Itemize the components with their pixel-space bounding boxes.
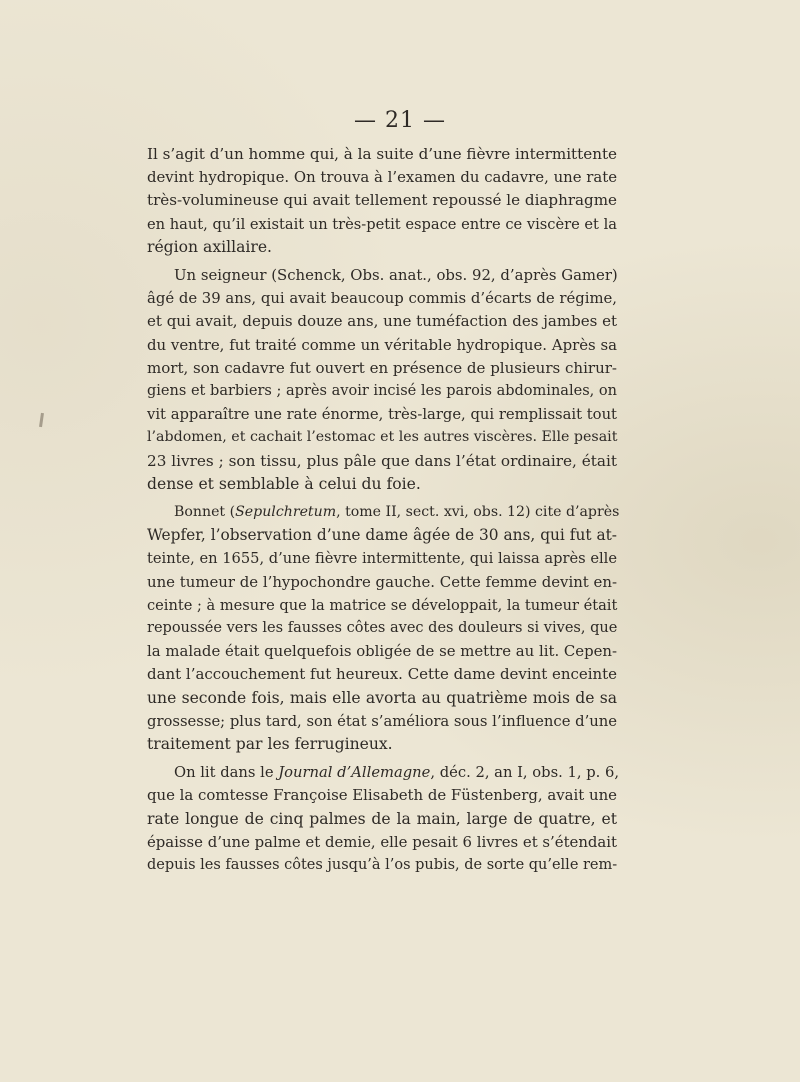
italic-title: Journal d’Allemagne bbox=[278, 764, 431, 782]
body-text bbox=[147, 143, 620, 882]
text-line: très-volumineuse qui avait tellement repoussé le diaphragme bbox=[147, 191, 617, 210]
text-line: une seconde fois, mais elle avorta au quatrième mois de sa bbox=[147, 688, 617, 707]
margin-mark bbox=[39, 413, 44, 427]
text-line: et qui avait, depuis douze ans, une tuméfaction des jambes et bbox=[147, 312, 617, 331]
text-line: grossesse; plus tard, son état s’améliora sous l’influence d’une bbox=[147, 712, 618, 730]
paragraph-2 bbox=[147, 264, 617, 496]
text-line: Un seigneur (Schenck, Obs. anat., obs. 92, d’après Gamer) bbox=[174, 266, 618, 285]
text-line: ceinte ; à mesure que la matrice se développait, la tumeur était bbox=[147, 596, 618, 614]
text-line: une tumeur de l’hypochondre gauche. Cette femme devint en- bbox=[147, 572, 617, 591]
text-line: la malade était quelquefois obligée de se mettre au lit. Cepen- bbox=[147, 642, 617, 661]
text-line: repoussée vers les fausses côtes avec des douleurs si vives, que bbox=[147, 620, 618, 637]
text-line: On lit dans le Journal d’Allemagne, déc. 2, an I, obs. 1, p. 6, bbox=[174, 764, 620, 782]
text-line: Bonnet (Sepulchretum, tome II, sect. xvi, obs. 12) cite d’après bbox=[174, 504, 620, 521]
text-line: teinte, en 1655, d’une fièvre intermittente, qui laissa après elle bbox=[147, 550, 617, 568]
text-line: du ventre, fut traité comme un véritable hydropique. Après sa bbox=[147, 335, 617, 354]
paragraph-4 bbox=[147, 761, 620, 877]
text-line: en haut, qu’il existait un très-petit espace entre ce viscère et la bbox=[147, 215, 617, 233]
text-line: traitement par les ferrugineux. bbox=[147, 735, 393, 754]
text-line: devint hydropique. On trouva à l’examen du cadavre, une rate bbox=[147, 168, 617, 187]
text-line: rate longue de cinq palmes de la main, large de quatre, et bbox=[147, 809, 617, 828]
text-line: l’abdomen, et cachait l’estomac et les autres viscères. Elle pesait bbox=[147, 429, 618, 446]
page-number: — 21 — bbox=[354, 108, 446, 133]
text-line: dense et semblable à celui du foie. bbox=[147, 474, 421, 493]
text-line: épaisse d’une palme et demie, elle pesait 6 livres et s’étendait bbox=[147, 832, 617, 851]
paragraph-1 bbox=[147, 143, 617, 259]
text-line: région axillaire. bbox=[147, 237, 273, 256]
text-line: âgé de 39 ans, qui avait beaucoup commis d’écarts de régime, bbox=[147, 290, 617, 308]
text-line: 23 livres ; son tissu, plus pâle que dans l’état ordinaire, était bbox=[147, 451, 617, 470]
italic-title: Sepulchretum bbox=[235, 504, 337, 521]
text-line: dant l’accouchement fut heureux. Cette dame devint enceinte bbox=[147, 665, 617, 684]
text-line: mort, son cadavre fut ouvert en présence de plusieurs chirur- bbox=[147, 358, 617, 377]
text-line: depuis les fausses côtes jusqu’à l’os pubis, de sorte qu’elle rem- bbox=[147, 857, 618, 874]
paragraph-3 bbox=[147, 501, 620, 756]
text-line: Wepfer, l’observation d’une dame âgée de 30 ans, qui fut at- bbox=[147, 526, 617, 545]
text-line: vit apparaître une rate énorme, très-large, qui remplissait tout bbox=[147, 406, 617, 424]
text-line: giens et barbiers ; après avoir incisé les parois abdominales, on bbox=[147, 383, 617, 400]
text-line: Il s’agit d’un homme qui, à la suite d’une fièvre intermittente bbox=[147, 145, 617, 163]
text-line: que la comtesse Françoise Elisabeth de Füstenberg, avait une bbox=[147, 786, 617, 805]
